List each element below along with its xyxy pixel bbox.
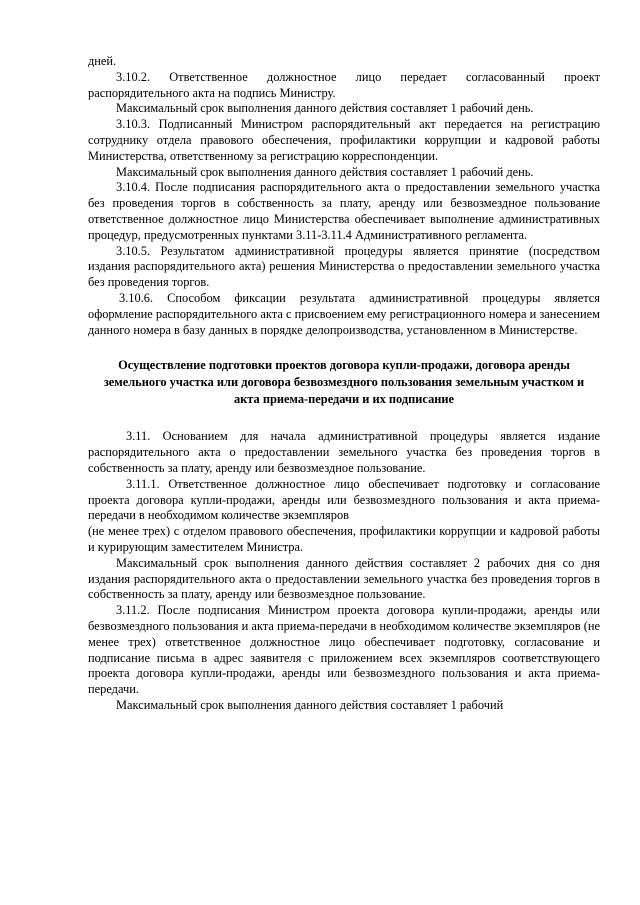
paragraph-3-11: 3.11. Основанием для начала административной процедуры является издание распорядительного акта о предоставлении земельного участка без проведения торгов в собственность за плату, аренду или безвозмездное пользование. [88, 429, 600, 475]
paragraph-3-10-2: 3.10.2. Ответственное должностное лицо передает согласованный проект распорядительного акта на подпись Министру. [88, 69, 600, 100]
document-page [88, 54, 600, 714]
paragraph-deadline-2: Максимальный срок выполнения данного действия составляет 1 рабочий день. [116, 164, 534, 179]
paragraph-3-11-1-continued: (не менее трех) с отделом правового обеспечения, профилактики коррупции и кадровой работы и курирующим заместителем Министра. [88, 524, 600, 554]
paragraph-3-10-4: 3.10.4. После подписания распорядительного акта о предоставлении земельного участка без проведения торгов в собственность за плату, аренду или безвозмездное пользование ответственное должностное лицо Министерства обеспечивает выполнение административных процедур, предусмотренных пунктами 3.11-3.11.4 Административного регламента. [88, 180, 600, 242]
paragraph-3-10-3: 3.10.3. Подписанный Министром распорядительный акт передается на регистрацию сотруднику отдела правового обеспечения, профилактики коррупции и кадровой работы Министерства, ответственному за регистрацию корреспонденции. [88, 117, 600, 163]
paragraph-3-11-1: 3.11.1. Ответственное должностное лицо обеспечивает подготовку и согласование проекта договора купли-продажи, аренды или безвозмездного пользования и акта приема-передачи в необходимом количестве экземпляров [88, 476, 600, 523]
paragraph-3-10-6: 3.10.6. Способом фиксации результата административной процедуры является оформление распорядительного акта с присвоением ему регистрационного номера и занесением данного номера в базу данных в порядке делопроизводства, установленном в Министерстве. [88, 290, 600, 337]
paragraph-deadline-1: Максимальный срок выполнения данного действия составляет 1 рабочий день. [116, 101, 534, 116]
paragraph-3-10-5: 3.10.5. Результатом административной процедуры является принятие (посредством издания распорядительного акта) решения Министерства о предоставлении земельного участка без проведения торгов. [88, 243, 600, 290]
paragraph-3-11-2: 3.11.2. После подписания Министром проекта договора купли-продажи, аренды или безвозмездного пользования и акта приема-передачи в необходимом количестве экземпляров (не менее трех) ответственное должностное лицо обеспечивает подготовку, согласование и подписание письма в адрес заявителя с приложением всех экземпляров соответствующего проекта договора купли-продажи, аренды или безвозмездного пользования и акта приема- передачи. [88, 603, 600, 697]
paragraph-deadline-4: Максимальный срок выполнения данного действия составляет 1 рабочий [116, 697, 504, 712]
paragraph-days: дней. [88, 54, 117, 68]
section-heading: Осуществление подготовки проектов договора купли-продажи, договора аренды земельного участка или договора безвозмездного пользования земельным участком и акта приема-передачи и их подписание [103, 358, 585, 407]
paragraph-deadline-3: Максимальный срок выполнения данного действия составляет 2 рабочих дня со дня издания распорядительного акта о предоставлении земельного участка без проведения торгов в собственность за плату, аренду или безвозмездное пользование. [88, 555, 600, 602]
